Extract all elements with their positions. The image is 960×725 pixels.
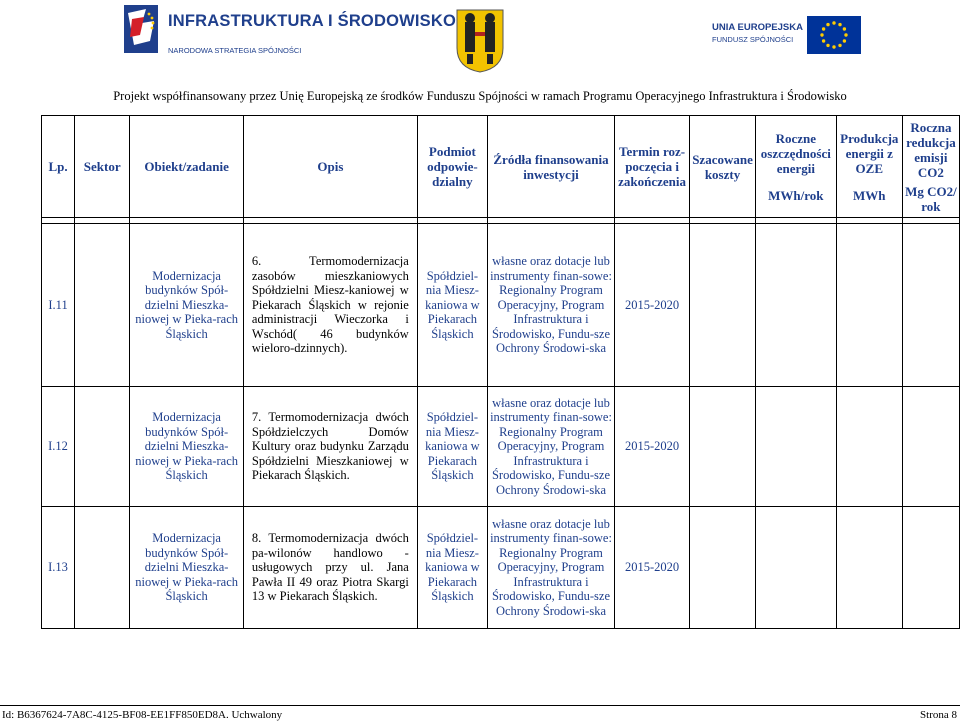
row-oze <box>836 507 902 629</box>
row-sektor <box>75 224 130 387</box>
header-co2-label: Roczna redukcja emisji CO2 <box>906 119 956 180</box>
project-cofinancing-note: Projekt współfinansowany przez Unię Europejską ze środków Funduszu Spójności w ramach Programu Operacyjnego Infrastruktura i Środowisko <box>113 89 847 103</box>
row-oszczednosci <box>755 224 836 387</box>
ris-subtitle: NARODOWA STRATEGIA SPÓJNOŚCI <box>168 46 302 55</box>
eu-subtitle: FUNDUSZ SPÓJNOŚCI <box>712 35 794 44</box>
row-obiekt: Modernizacja budynków Spół-dzielni Mieszka-niowej w Pieka-rach Śląskich <box>130 224 244 387</box>
table-row <box>42 224 960 387</box>
row-termin: 2015-2020 <box>615 507 690 629</box>
row-termin: 2015-2020 <box>615 224 690 387</box>
header-koszty: Szacowane koszty <box>690 116 756 218</box>
header-oze-label: Produkcja energii z OZE <box>840 130 899 176</box>
row-podmiot: Spółdziel-nia Miesz-kaniowa w Piekarach Śląskich <box>417 387 487 507</box>
eu-flag-icon <box>807 16 861 54</box>
header-oszczednosci <box>755 116 836 218</box>
row-podmiot: Spółdziel-nia Miesz-kaniowa w Piekarach Śląskich <box>417 224 487 387</box>
header-oszczednosci-unit: MWh/rok <box>768 187 824 203</box>
row-lp: I.13 <box>42 507 75 629</box>
row-oze <box>836 224 902 387</box>
row-lp: I.12 <box>42 387 75 507</box>
row-sektor <box>75 387 130 507</box>
eu-logo <box>712 16 862 56</box>
row-koszty <box>690 387 756 507</box>
header-oze <box>836 116 902 218</box>
header-opis: Opis <box>243 116 417 218</box>
row-zrodla: własne oraz dotacje lub instrumenty finan-sowe: Regionalny Program Operacyjny, Program Infrastruktura i Środowisko, Fundu-sze Ochrony Środowi-ska <box>487 387 614 507</box>
row-sektor <box>75 507 130 629</box>
row-oze <box>836 387 902 507</box>
row-co2 <box>902 224 959 387</box>
ris-flag-icon <box>124 5 158 53</box>
row-obiekt: Modernizacja budynków Spół-dzielni Mieszka-niowej w Pieka-rach Śląskich <box>130 387 244 507</box>
row-opis: 8. Termomodernizacja dwóch pa-wilonów handlowo - usługowych przy ul. Jana Pawła II 49 oraz Piotra Skargi 13 w Piekarach Śląskich. <box>243 507 417 629</box>
header-lp: Lp. <box>42 116 75 218</box>
row-oszczednosci <box>755 507 836 629</box>
eu-title: UNIA EUROPEJSKA <box>712 22 803 33</box>
ris-title: INFRASTRUKTURA I ŚRODOWISKO <box>168 12 457 30</box>
header-obiekt: Obiekt/zadanie <box>130 116 244 218</box>
row-co2 <box>902 507 959 629</box>
city-crest-icon <box>455 8 505 74</box>
row-zrodla: własne oraz dotacje lub instrumenty finan-sowe: Regionalny Program Operacyjny, Program Infrastruktura i Środowisko, Fundu-sze Ochrony Środowi-ska <box>487 507 614 629</box>
header-co2-unit: Mg CO2/ rok <box>905 183 957 214</box>
row-oszczednosci <box>755 387 836 507</box>
document-id: Id: B6367624-7A8C-4125-BF08-EE1FF850ED8A. Uchwalony <box>2 709 283 721</box>
infrastruktura-srodowisko-logo <box>124 5 457 60</box>
footer-divider <box>0 705 960 706</box>
row-koszty <box>690 224 756 387</box>
header-co2 <box>902 116 959 218</box>
header-termin: Termin roz-poczęcia i zakończenia <box>615 116 690 218</box>
page-number: Strona 8 <box>920 709 957 721</box>
row-lp: I.11 <box>42 224 75 387</box>
row-co2 <box>902 387 959 507</box>
row-termin: 2015-2020 <box>615 387 690 507</box>
row-koszty <box>690 507 756 629</box>
table-row <box>42 507 960 629</box>
row-zrodla: własne oraz dotacje lub instrumenty finan-sowe: Regionalny Program Operacyjny, Program Infrastruktura i Środowisko, Fundu-sze Ochrony Środowi-ska <box>487 224 614 387</box>
header-podmiot: Podmiot odpowie-dzialny <box>417 116 487 218</box>
row-opis: 6. Termomodernizacja zasobów mieszkaniowych Spółdzielni Miesz-kaniowej w Piekarach Śląskich w rejonie administracji Wieczorka i Wschód( 46 budynków wieloro-dzinnych). <box>243 224 417 387</box>
row-podmiot: Spółdziel-nia Miesz-kaniowa w Piekarach Śląskich <box>417 507 487 629</box>
row-opis: 7. Termomodernizacja dwóch Spółdzielczych Domów Kultury oraz budynku Zarządu Spółdzielni Mieszkaniowej w Piekarach Śląskich. <box>243 387 417 507</box>
header-sektor: Sektor <box>75 116 130 218</box>
header-oze-unit: MWh <box>853 187 886 203</box>
header-oszczednosci-label: Roczne oszczędności energii <box>760 130 831 176</box>
header-row <box>42 116 960 218</box>
table-row <box>42 387 960 507</box>
header-zrodla: Źródła finansowania inwestycji <box>487 116 614 218</box>
row-obiekt: Modernizacja budynków Spół-dzielni Mieszka-niowej w Pieka-rach Śląskich <box>130 507 244 629</box>
measures-table <box>41 115 960 629</box>
